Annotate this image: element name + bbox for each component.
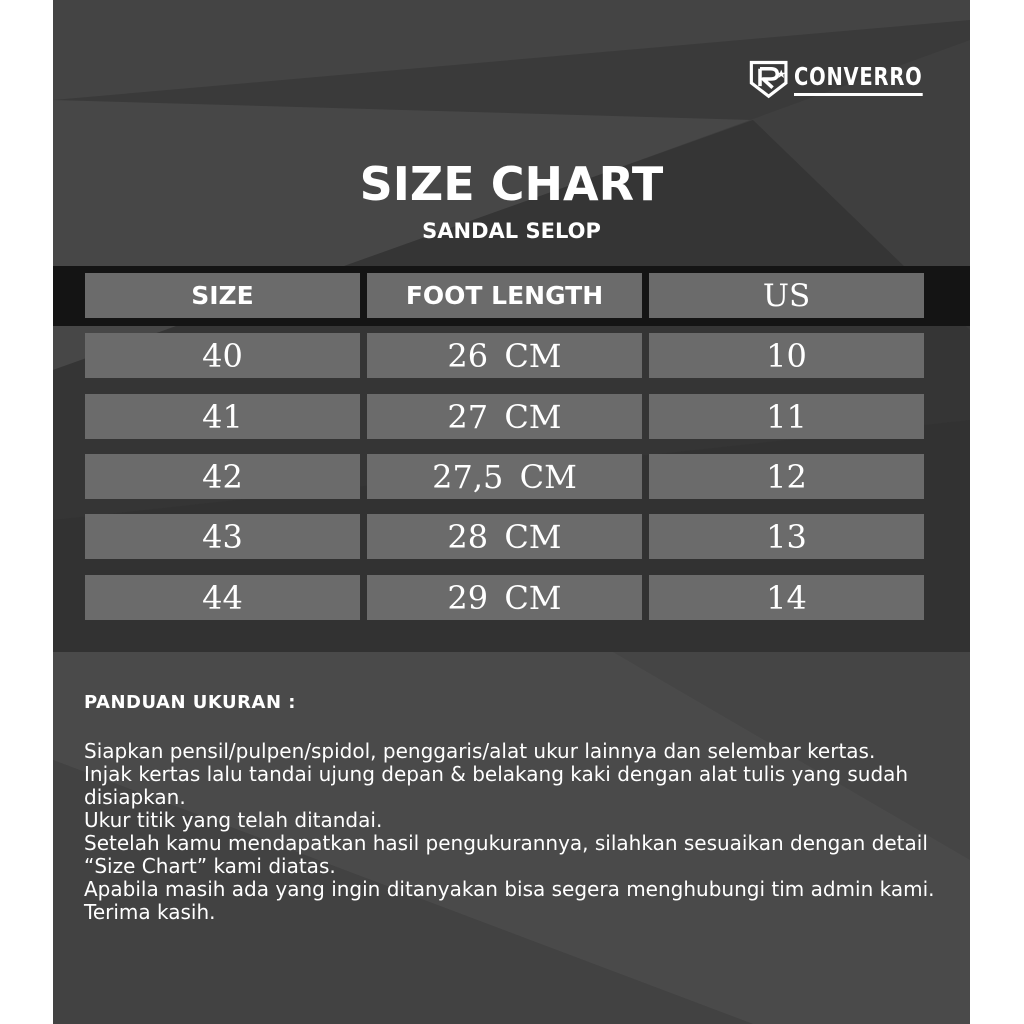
guide-line: Ukur titik yang telah ditandai. xyxy=(84,808,383,832)
guide-line: Siapkan pensil/pulpen/spidol, penggaris/alat ukur lainnya dan selembar kertas. xyxy=(84,739,876,763)
cell-size: 42 xyxy=(85,454,360,499)
page-title: SIZE CHART xyxy=(359,157,664,211)
cell-foot-length: 27 CM xyxy=(367,394,642,439)
cell-us: 13 xyxy=(649,514,924,559)
guide-line: Injak kertas lalu tandai ujung depan & belakang kaki dengan alat tulis yang sudah disiapkan. xyxy=(84,762,909,809)
header-us: US xyxy=(649,273,924,318)
cell-size: 43 xyxy=(85,514,360,559)
header-foot-length: FOOT LENGTH xyxy=(367,273,642,318)
guide-list xyxy=(84,740,954,924)
header-size: SIZE xyxy=(85,273,360,318)
cell-size: 41 xyxy=(85,394,360,439)
cell-us: 10 xyxy=(649,333,924,378)
cell-foot-length: 29 CM xyxy=(367,575,642,620)
guide-line: Terima kasih. xyxy=(84,900,216,924)
guide-line: Setelah kamu mendapatkan hasil pengukurannya, silahkan sesuaikan dengan detail “Size Chart” kami diatas. xyxy=(84,831,928,878)
brand-name: CONVERRO xyxy=(794,62,922,96)
cell-us: 14 xyxy=(649,575,924,620)
cell-us: 11 xyxy=(649,394,924,439)
converro-shield-icon xyxy=(749,54,788,104)
cell-foot-length: 28 CM xyxy=(367,514,642,559)
brand-logo xyxy=(749,54,959,104)
cell-us: 12 xyxy=(649,454,924,499)
size-chart-poster xyxy=(53,0,970,1024)
guide-title: PANDUAN UKURAN : xyxy=(84,692,296,713)
page-subtitle: SANDAL SELOP xyxy=(422,219,601,243)
cell-foot-length: 27,5 CM xyxy=(367,454,642,499)
cell-foot-length: 26 CM xyxy=(367,333,642,378)
cell-size: 44 xyxy=(85,575,360,620)
guide-line: Apabila masih ada yang ingin ditanyakan bisa segera menghubungi tim admin kami. xyxy=(84,877,935,901)
cell-size: 40 xyxy=(85,333,360,378)
